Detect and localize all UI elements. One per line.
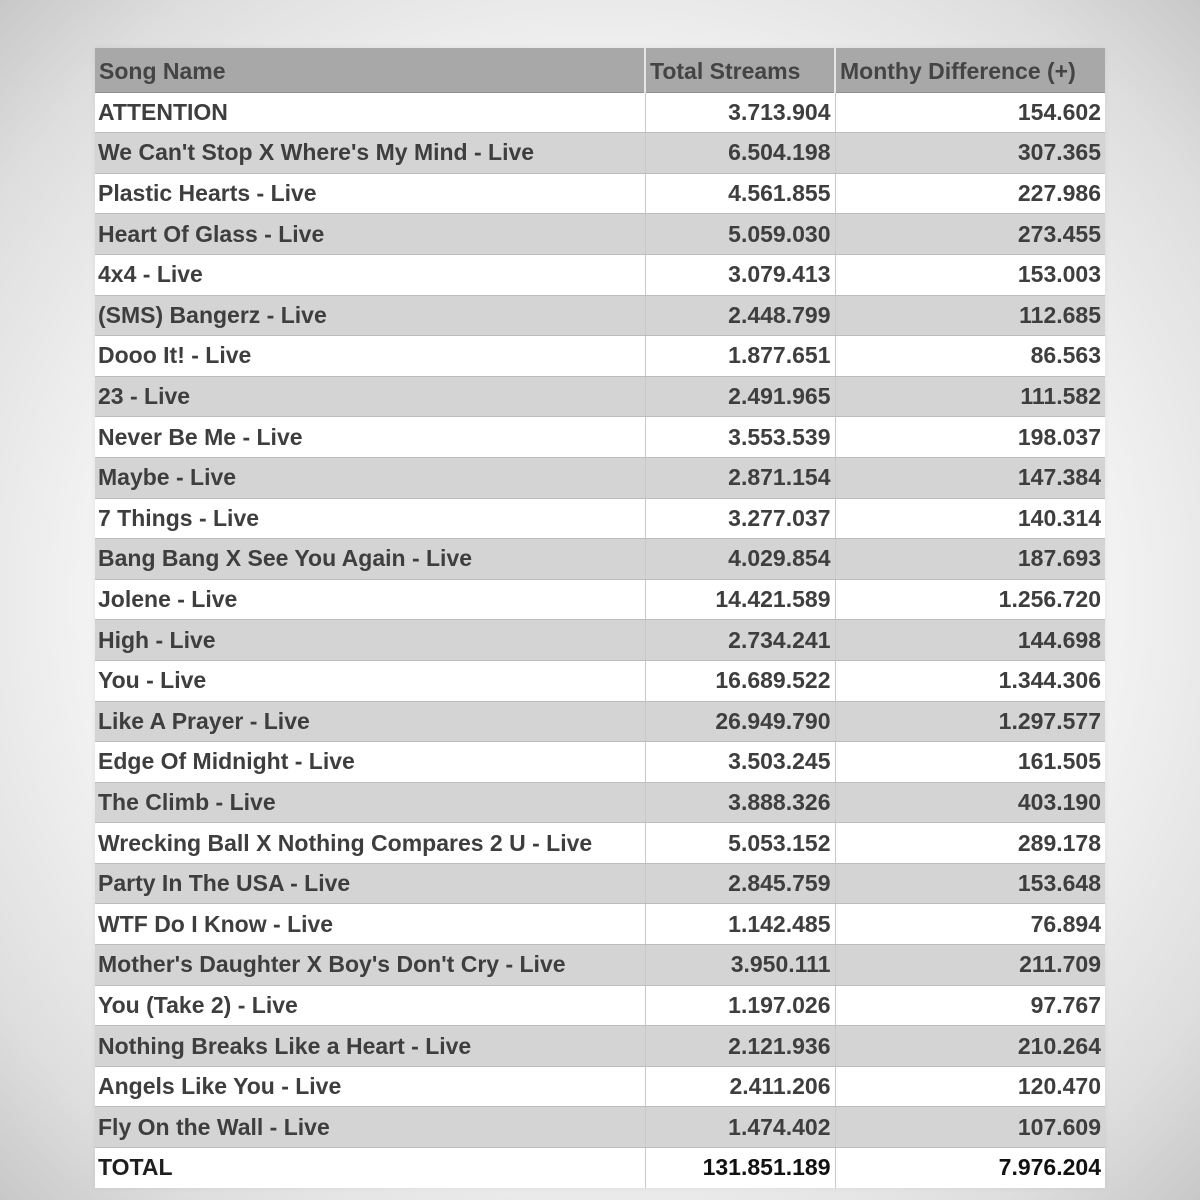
table-row bbox=[95, 904, 1105, 945]
header-row bbox=[95, 48, 1105, 92]
total-streams-cell: 3.503.245 bbox=[645, 742, 835, 783]
total-streams-cell: 2.734.241 bbox=[645, 620, 835, 661]
song-name-cell: Mother's Daughter X Boy's Don't Cry - Live bbox=[95, 945, 645, 986]
total-streams-cell: 2.871.154 bbox=[645, 457, 835, 498]
table-row bbox=[95, 539, 1105, 580]
streams-table bbox=[95, 48, 1105, 1188]
table-row bbox=[95, 701, 1105, 742]
table-row bbox=[95, 863, 1105, 904]
table-row bbox=[95, 457, 1105, 498]
monthly-difference-cell: 147.384 bbox=[835, 457, 1105, 498]
total-streams-cell: 1.142.485 bbox=[645, 904, 835, 945]
monthly-difference-cell: 210.264 bbox=[835, 1026, 1105, 1067]
song-name-cell: Maybe - Live bbox=[95, 457, 645, 498]
table-body bbox=[95, 92, 1105, 1147]
header-monthly-difference: Monthy Difference (+) bbox=[835, 48, 1105, 92]
table-row bbox=[95, 985, 1105, 1026]
song-name-cell: Like A Prayer - Live bbox=[95, 701, 645, 742]
table-row bbox=[95, 782, 1105, 823]
total-streams-cell: 1.197.026 bbox=[645, 985, 835, 1026]
total-difference: 7.976.204 bbox=[835, 1148, 1105, 1188]
song-name-cell: You - Live bbox=[95, 660, 645, 701]
song-name-cell: Fly On the Wall - Live bbox=[95, 1107, 645, 1148]
table-row bbox=[95, 945, 1105, 986]
total-streams: 131.851.189 bbox=[645, 1148, 835, 1188]
total-streams-cell: 3.950.111 bbox=[645, 945, 835, 986]
song-name-cell: High - Live bbox=[95, 620, 645, 661]
total-streams-cell: 16.689.522 bbox=[645, 660, 835, 701]
table-row bbox=[95, 1107, 1105, 1148]
total-streams-cell: 1.474.402 bbox=[645, 1107, 835, 1148]
total-streams-cell: 3.079.413 bbox=[645, 254, 835, 295]
monthly-difference-cell: 1.256.720 bbox=[835, 579, 1105, 620]
total-streams-cell: 26.949.790 bbox=[645, 701, 835, 742]
total-label: TOTAL bbox=[95, 1148, 645, 1188]
table-row bbox=[95, 620, 1105, 661]
monthly-difference-cell: 112.685 bbox=[835, 295, 1105, 336]
monthly-difference-cell: 1.297.577 bbox=[835, 701, 1105, 742]
song-name-cell: You (Take 2) - Live bbox=[95, 985, 645, 1026]
table-row bbox=[95, 1066, 1105, 1107]
song-name-cell: Nothing Breaks Like a Heart - Live bbox=[95, 1026, 645, 1067]
total-streams-cell: 2.411.206 bbox=[645, 1066, 835, 1107]
monthly-difference-cell: 1.344.306 bbox=[835, 660, 1105, 701]
monthly-difference-cell: 227.986 bbox=[835, 173, 1105, 214]
monthly-difference-cell: 153.648 bbox=[835, 863, 1105, 904]
total-streams-cell: 3.277.037 bbox=[645, 498, 835, 539]
song-name-cell: Dooo It! - Live bbox=[95, 336, 645, 377]
song-name-cell: Edge Of Midnight - Live bbox=[95, 742, 645, 783]
song-name-cell: Angels Like You - Live bbox=[95, 1066, 645, 1107]
monthly-difference-cell: 107.609 bbox=[835, 1107, 1105, 1148]
total-streams-cell: 14.421.589 bbox=[645, 579, 835, 620]
total-streams-cell: 3.888.326 bbox=[645, 782, 835, 823]
song-name-cell: Heart Of Glass - Live bbox=[95, 214, 645, 255]
total-streams-cell: 5.059.030 bbox=[645, 214, 835, 255]
table-row bbox=[95, 498, 1105, 539]
table-row bbox=[95, 660, 1105, 701]
monthly-difference-cell: 86.563 bbox=[835, 336, 1105, 377]
table-row bbox=[95, 133, 1105, 174]
table-row bbox=[95, 1026, 1105, 1067]
table-row bbox=[95, 336, 1105, 377]
monthly-difference-cell: 144.698 bbox=[835, 620, 1105, 661]
table-row bbox=[95, 579, 1105, 620]
song-name-cell: 23 - Live bbox=[95, 376, 645, 417]
song-name-cell: Wrecking Ball X Nothing Compares 2 U - Live bbox=[95, 823, 645, 864]
table-row bbox=[95, 823, 1105, 864]
header-total-streams: Total Streams bbox=[645, 48, 835, 92]
monthly-difference-cell: 273.455 bbox=[835, 214, 1105, 255]
table-footer bbox=[95, 1148, 1105, 1188]
monthly-difference-cell: 307.365 bbox=[835, 133, 1105, 174]
total-row bbox=[95, 1148, 1105, 1188]
song-name-cell: 7 Things - Live bbox=[95, 498, 645, 539]
total-streams-cell: 6.504.198 bbox=[645, 133, 835, 174]
monthly-difference-cell: 140.314 bbox=[835, 498, 1105, 539]
song-name-cell: 4x4 - Live bbox=[95, 254, 645, 295]
monthly-difference-cell: 111.582 bbox=[835, 376, 1105, 417]
total-streams-cell: 2.448.799 bbox=[645, 295, 835, 336]
total-streams-cell: 2.121.936 bbox=[645, 1026, 835, 1067]
table-row bbox=[95, 173, 1105, 214]
song-name-cell: (SMS) Bangerz - Live bbox=[95, 295, 645, 336]
total-streams-cell: 2.845.759 bbox=[645, 863, 835, 904]
song-name-cell: Party In The USA - Live bbox=[95, 863, 645, 904]
song-name-cell: The Climb - Live bbox=[95, 782, 645, 823]
song-name-cell: Bang Bang X See You Again - Live bbox=[95, 539, 645, 580]
monthly-difference-cell: 76.894 bbox=[835, 904, 1105, 945]
monthly-difference-cell: 154.602 bbox=[835, 92, 1105, 133]
monthly-difference-cell: 153.003 bbox=[835, 254, 1105, 295]
song-name-cell: Never Be Me - Live bbox=[95, 417, 645, 458]
total-streams-cell: 3.713.904 bbox=[645, 92, 835, 133]
table-header bbox=[95, 48, 1105, 92]
monthly-difference-cell: 198.037 bbox=[835, 417, 1105, 458]
monthly-difference-cell: 161.505 bbox=[835, 742, 1105, 783]
monthly-difference-cell: 211.709 bbox=[835, 945, 1105, 986]
song-name-cell: We Can't Stop X Where's My Mind - Live bbox=[95, 133, 645, 174]
table-row bbox=[95, 92, 1105, 133]
song-name-cell: WTF Do I Know - Live bbox=[95, 904, 645, 945]
total-streams-cell: 4.029.854 bbox=[645, 539, 835, 580]
song-name-cell: ATTENTION bbox=[95, 92, 645, 133]
table-row bbox=[95, 376, 1105, 417]
header-song-name: Song Name bbox=[95, 48, 645, 92]
total-streams-cell: 3.553.539 bbox=[645, 417, 835, 458]
table-row bbox=[95, 742, 1105, 783]
monthly-difference-cell: 289.178 bbox=[835, 823, 1105, 864]
song-name-cell: Jolene - Live bbox=[95, 579, 645, 620]
monthly-difference-cell: 403.190 bbox=[835, 782, 1105, 823]
table-row bbox=[95, 417, 1105, 458]
monthly-difference-cell: 120.470 bbox=[835, 1066, 1105, 1107]
table-row bbox=[95, 214, 1105, 255]
table-row bbox=[95, 295, 1105, 336]
monthly-difference-cell: 97.767 bbox=[835, 985, 1105, 1026]
total-streams-cell: 4.561.855 bbox=[645, 173, 835, 214]
total-streams-cell: 2.491.965 bbox=[645, 376, 835, 417]
song-name-cell: Plastic Hearts - Live bbox=[95, 173, 645, 214]
table-row bbox=[95, 254, 1105, 295]
monthly-difference-cell: 187.693 bbox=[835, 539, 1105, 580]
total-streams-cell: 5.053.152 bbox=[645, 823, 835, 864]
total-streams-cell: 1.877.651 bbox=[645, 336, 835, 377]
